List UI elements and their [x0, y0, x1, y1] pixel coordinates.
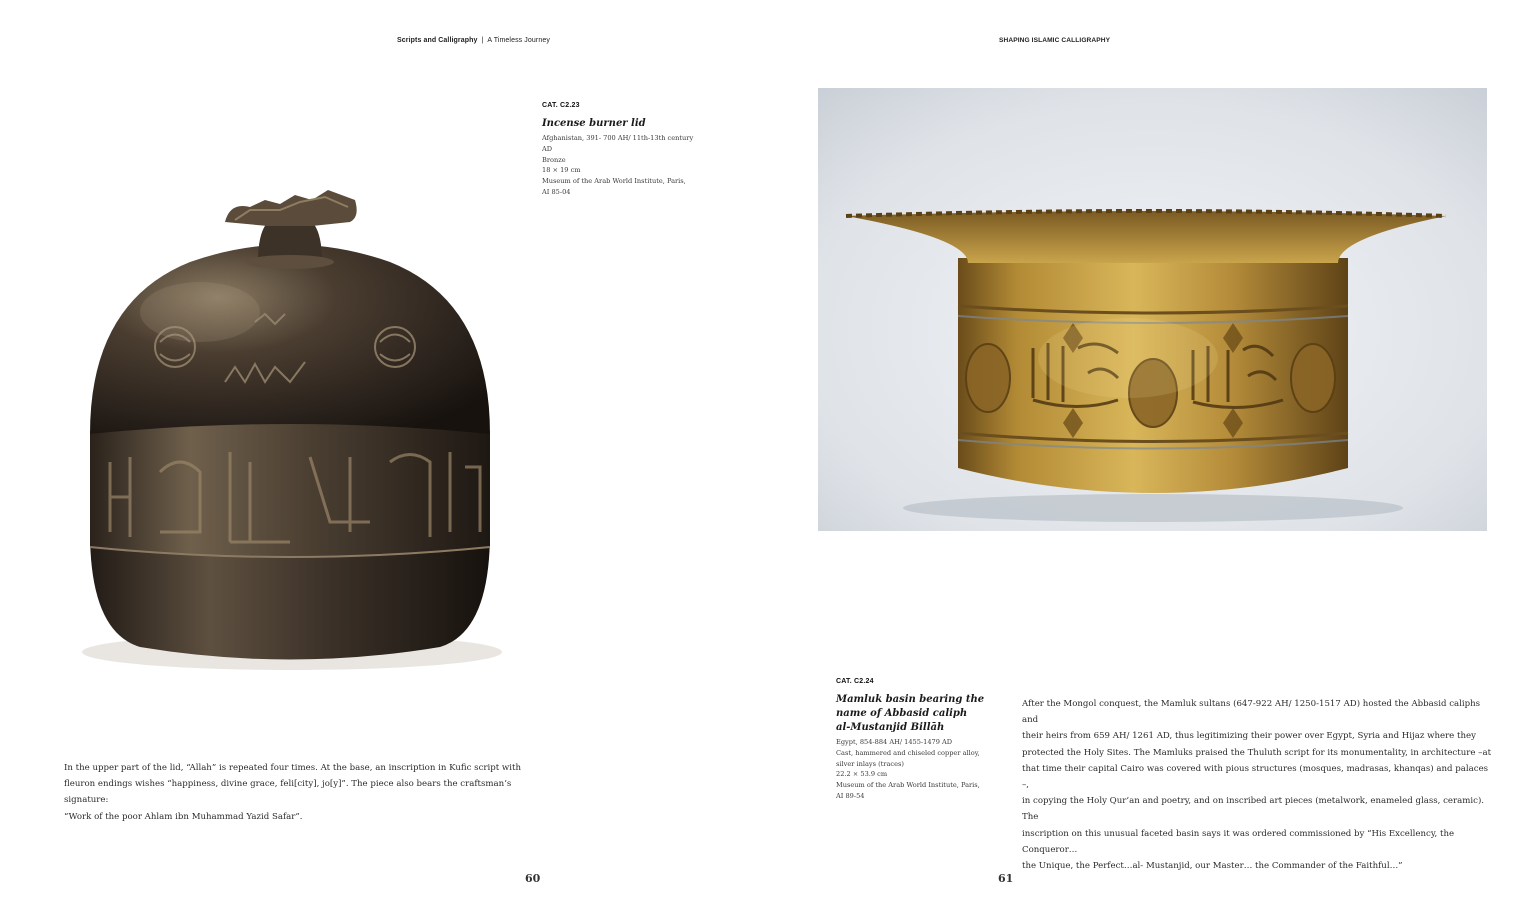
body-line: inscription on this unusual faceted basin says it was ordered commissioned by “His Excellency, the Conqueror…	[1022, 828, 1455, 855]
body-line: in copying the Holy Qur’an and poetry, and on inscribed art pieces (metalwork, enameled glass, ceramic). The	[1022, 796, 1485, 823]
catalogue-number: CAT. C2.23	[542, 102, 580, 109]
catalogue-title	[836, 693, 996, 735]
meta-line: Bronze	[542, 155, 566, 164]
title-line: Mamluk basin bearing the	[836, 694, 985, 705]
body-line: the Unique, the Perfect…al- Mustanjid, our Master… the Commander of the Faithful…”	[1022, 861, 1403, 872]
incense-burner-photo	[50, 92, 528, 712]
body-line: their heirs from 659 AH/ 1261 AD, thus legitimizing their power over Egypt, Syria and Hijaz where they	[1022, 731, 1476, 742]
right-page	[768, 0, 1536, 913]
catalogue-meta	[836, 737, 996, 802]
meta-line: Egypt, 854-884 AH/ 1455-1479 AD	[836, 738, 953, 746]
meta-line: AI 85-04	[542, 187, 571, 196]
caption-line: “Work of the poor Ahlam ibn Muhammad Yazid Safar”.	[64, 811, 303, 822]
catalogue-meta	[542, 133, 742, 198]
meta-line: AD	[542, 144, 553, 153]
catalogue-entry-c2-23	[542, 102, 742, 198]
body-line: protected the Holy Sites. The Mamluks praised the Thuluth script for its monumentality, in architecture –at	[1022, 747, 1492, 758]
meta-line: 18 × 19 cm	[542, 166, 581, 175]
meta-line: AI 89-54	[836, 791, 865, 800]
title-line: name of Abbasid caliph	[836, 708, 968, 719]
catalogue-number: CAT. C2.24	[836, 678, 874, 685]
meta-line: 22.2 × 53.9 cm	[836, 770, 888, 779]
catalogue-entry-c2-24	[836, 678, 996, 802]
meta-line: Afghanistan, 391- 700 AH/ 11th-13th century	[542, 134, 694, 142]
caption-line: fleuron endings wishes “happiness, divine grace, feli[city], jo[y]”. The piece also bears the craftsman’s signature:	[64, 779, 512, 806]
page-number-right: 61	[998, 872, 1014, 885]
meta-line: silver inlays (traces)	[836, 759, 904, 768]
mamluk-basin-photo	[818, 88, 1487, 531]
right-running-head: SHAPING ISLAMIC CALLIGRAPHY	[999, 37, 1111, 44]
body-line: that time their capital Cairo was covered with pious structures (mosques, madrasas, khanqas) and palaces –,	[1022, 763, 1489, 791]
running-head-subtitle: A Timeless Journey	[487, 37, 550, 44]
catalogue-title: Incense burner lid	[542, 118, 646, 129]
page-number-left: 60	[525, 872, 541, 885]
running-head-separator: |	[481, 37, 484, 44]
left-running-head	[397, 37, 550, 44]
basin-description	[1022, 696, 1492, 874]
body-line: After the Mongol conquest, the Mamluk sultans (647-922 AH/ 1250-1517 AD) hosted the Abbasid caliphs and	[1022, 699, 1481, 726]
running-head-title: Scripts and Calligraphy	[397, 37, 478, 44]
meta-line: Museum of the Arab World Institute, Paris,	[542, 177, 686, 186]
meta-line: Museum of the Arab World Institute, Paris,	[836, 781, 980, 790]
left-caption	[64, 760, 524, 825]
meta-line: Cast, hammered and chiseled copper alloy,	[836, 748, 980, 757]
title-line: al-Mustanjid Billāh	[836, 722, 945, 733]
caption-line: In the upper part of the lid, “Allah” is repeated four times. At the base, an inscription in Kufic script with	[64, 763, 522, 773]
